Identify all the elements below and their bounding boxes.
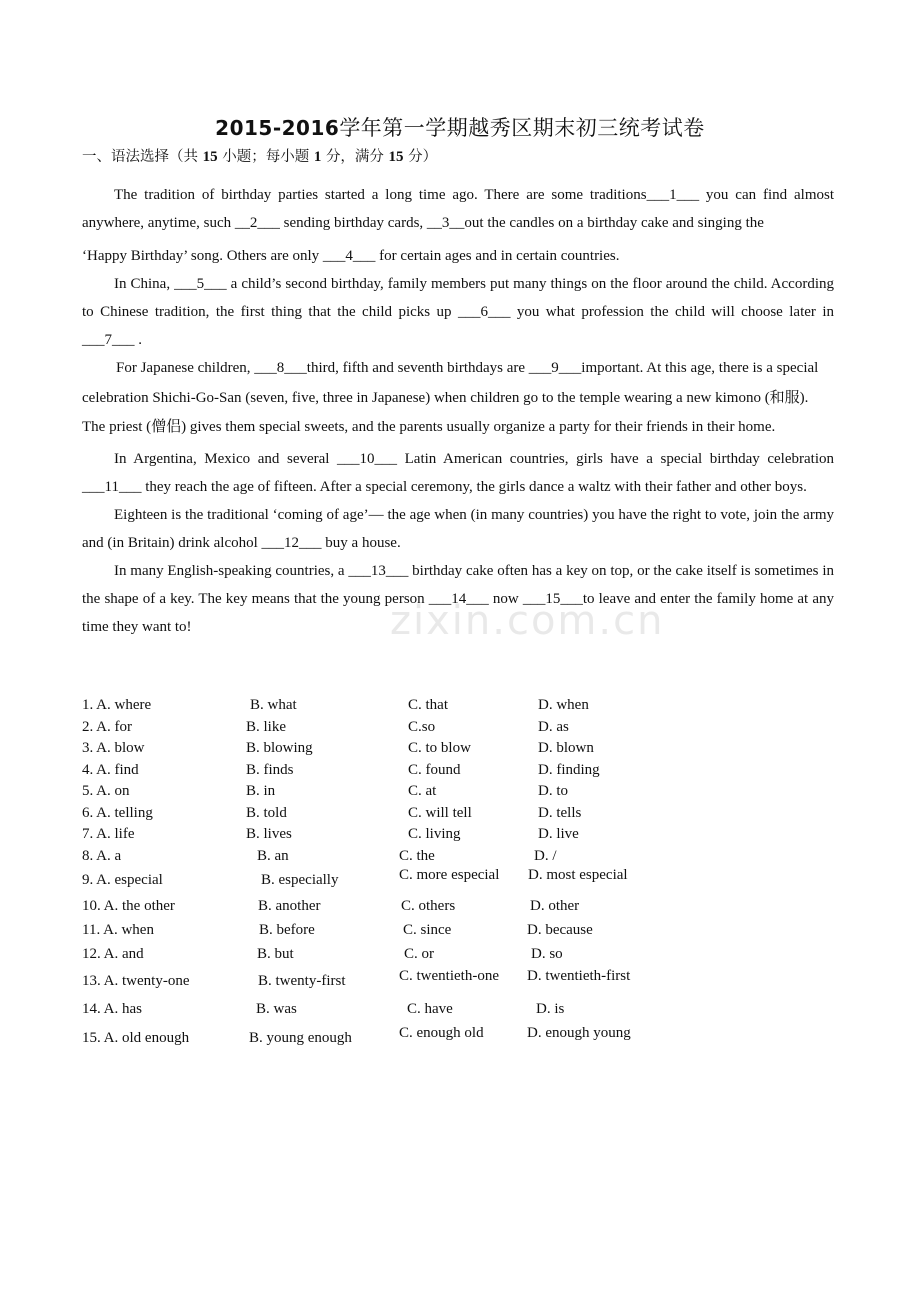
option-b: B. twenty-first: [258, 972, 346, 989]
option-c: C. to blow: [408, 740, 471, 756]
option-c: C. enough old: [399, 1024, 484, 1041]
option-b: B. another: [258, 897, 321, 914]
option-b: B. before: [259, 921, 315, 938]
page-title: [0, 112, 920, 142]
answer-options: [82, 695, 682, 1053]
paragraph: For Japanese children, ___8___third, fifth and seventh birthdays are ___9___important. At this age, there is a special celebration Shichi-Go-San (seven, five, three in Japanese) when children go to the temple wearing a new kimono (和服). The priest (僧侣) gives them special sweets, and the parents usually organize a party for their friends in their home.: [82, 360, 819, 435]
paragraph: ‘Happy Birthday’ song. Others are only ___4___ for certain ages and in certain countries.: [82, 248, 620, 264]
option-d: D. blown: [538, 740, 594, 756]
option-c: C. that: [408, 697, 448, 713]
option-row: [82, 920, 682, 944]
section-text: 一、语法选择（共: [82, 149, 198, 165]
section-total: 15: [388, 149, 404, 165]
option-b: B. young enough: [249, 1029, 352, 1046]
option-d: D. other: [530, 897, 580, 914]
section-count: 15: [202, 149, 218, 165]
option-a: 11. A. when: [82, 921, 154, 938]
paragraph: In China, ___5___ a child’s second birthday, family members put many things on the floor around the child. According to Chinese tradition, the first thing that the child picks up ___6___ you what profession the child will choose later in ___7___ .: [82, 276, 834, 348]
section-points-each: 1: [313, 149, 322, 165]
option-c: C. have: [407, 1001, 453, 1017]
option-a: 3. A. blow: [82, 740, 145, 756]
option-d: D. most especial: [528, 867, 628, 883]
option-b: B. in: [246, 783, 276, 799]
title-text: 学年第一学期越秀区期末初三统考试卷: [339, 116, 705, 140]
option-c: C. more especial: [399, 867, 500, 883]
paragraph: In Argentina, Mexico and several ___10___ Latin American countries, girls have a special birthday celebration ___11___ they reach the age of fifteen. After a special ceremony, the girls dance a waltz with their father and other boys.: [82, 450, 834, 495]
option-b: B. an: [257, 847, 289, 864]
option-b: B. blowing: [246, 740, 313, 756]
option-a: 6. A. telling: [82, 804, 153, 821]
option-row: [82, 695, 682, 717]
option-d: D. when: [538, 697, 589, 713]
option-b: B. was: [256, 1001, 297, 1017]
option-a: 10. A. the other: [82, 897, 175, 914]
option-a: 14. A. has: [82, 1001, 142, 1017]
option-c: C. twentieth-one: [399, 967, 499, 984]
section-text: 分）: [408, 149, 438, 165]
option-c: C. or: [404, 945, 434, 962]
option-a: 7. A. life: [82, 826, 135, 842]
option-row: [82, 846, 682, 868]
option-a: 13. A. twenty-one: [82, 972, 190, 989]
option-a: 9. A. especial: [82, 872, 163, 888]
option-d: D. is: [536, 1001, 565, 1017]
option-b: B. finds: [246, 761, 294, 778]
option-a: 2. A. for: [82, 718, 132, 735]
option-b: B. told: [246, 804, 287, 821]
option-d: D. as: [538, 718, 569, 735]
paragraph: Eighteen is the traditional ‘coming of age’— the age when (in many countries) you have the right to vote, join the army and (in Britain) drink alcohol ___12___ buy a house.: [82, 506, 834, 551]
option-row: [82, 1025, 682, 1054]
option-row: [82, 996, 682, 1025]
paragraph: The tradition of birthday parties started a long time ago. There are some traditions___1___ you can find almost anywhere, anytime, such __2___ sending birthday cards, __3__out the candles on a birthday cake and singing the: [82, 187, 834, 231]
option-b: B. lives: [246, 826, 292, 842]
option-row: [82, 760, 682, 782]
option-d: D. so: [531, 945, 563, 962]
option-row: [82, 867, 682, 896]
section-text: 小题；每小题: [222, 149, 310, 165]
option-row: [82, 944, 682, 968]
option-c: C. since: [403, 921, 452, 938]
reading-passage: [82, 181, 834, 641]
option-c: C. found: [408, 761, 461, 778]
option-a: 5. A. on: [82, 783, 130, 799]
option-b: B. like: [246, 718, 286, 735]
option-d: D. to: [538, 783, 568, 799]
title-year: 2015-2016: [215, 116, 340, 140]
section-heading: [82, 145, 437, 166]
option-c: C. at: [408, 783, 437, 799]
option-d: D. finding: [538, 761, 600, 778]
option-a: 1. A. where: [82, 697, 152, 713]
option-d: D. because: [527, 921, 593, 938]
option-b: B. especially: [261, 872, 339, 888]
option-d: D. tells: [538, 804, 582, 821]
option-d: D. live: [538, 826, 579, 842]
option-row: [82, 803, 682, 825]
option-d: D. enough young: [527, 1024, 631, 1041]
option-a: 12. A. and: [82, 945, 144, 962]
paragraph: In many English-speaking countries, a ___13___ birthday cake often has a key on top, or the cake itself is sometimes in the shape of a key. The key means that the young person ___14___ now ___15___to leave and enter the family home at any time they want to!: [82, 562, 834, 635]
option-a: 15. A. old enough: [82, 1029, 190, 1046]
option-row: [82, 896, 682, 920]
option-c: C. others: [401, 897, 456, 914]
option-row: [82, 738, 682, 760]
option-c: C. will tell: [408, 804, 472, 821]
option-b: B. but: [257, 945, 294, 962]
option-row: [82, 824, 682, 846]
section-text: 分，满分: [325, 149, 384, 165]
option-d: D. twentieth-first: [527, 967, 631, 984]
option-d: D. /: [534, 847, 557, 864]
option-c: C. the: [399, 847, 435, 864]
option-a: 4. A. find: [82, 761, 139, 778]
option-row: [82, 781, 682, 803]
option-b: B. what: [250, 697, 297, 713]
option-row: [82, 717, 682, 739]
option-a: 8. A. a: [82, 847, 122, 864]
watermark: zixin.com.cn: [390, 598, 665, 644]
option-row: [82, 968, 682, 997]
option-c: C.so: [408, 718, 436, 735]
option-c: C. living: [408, 826, 461, 842]
